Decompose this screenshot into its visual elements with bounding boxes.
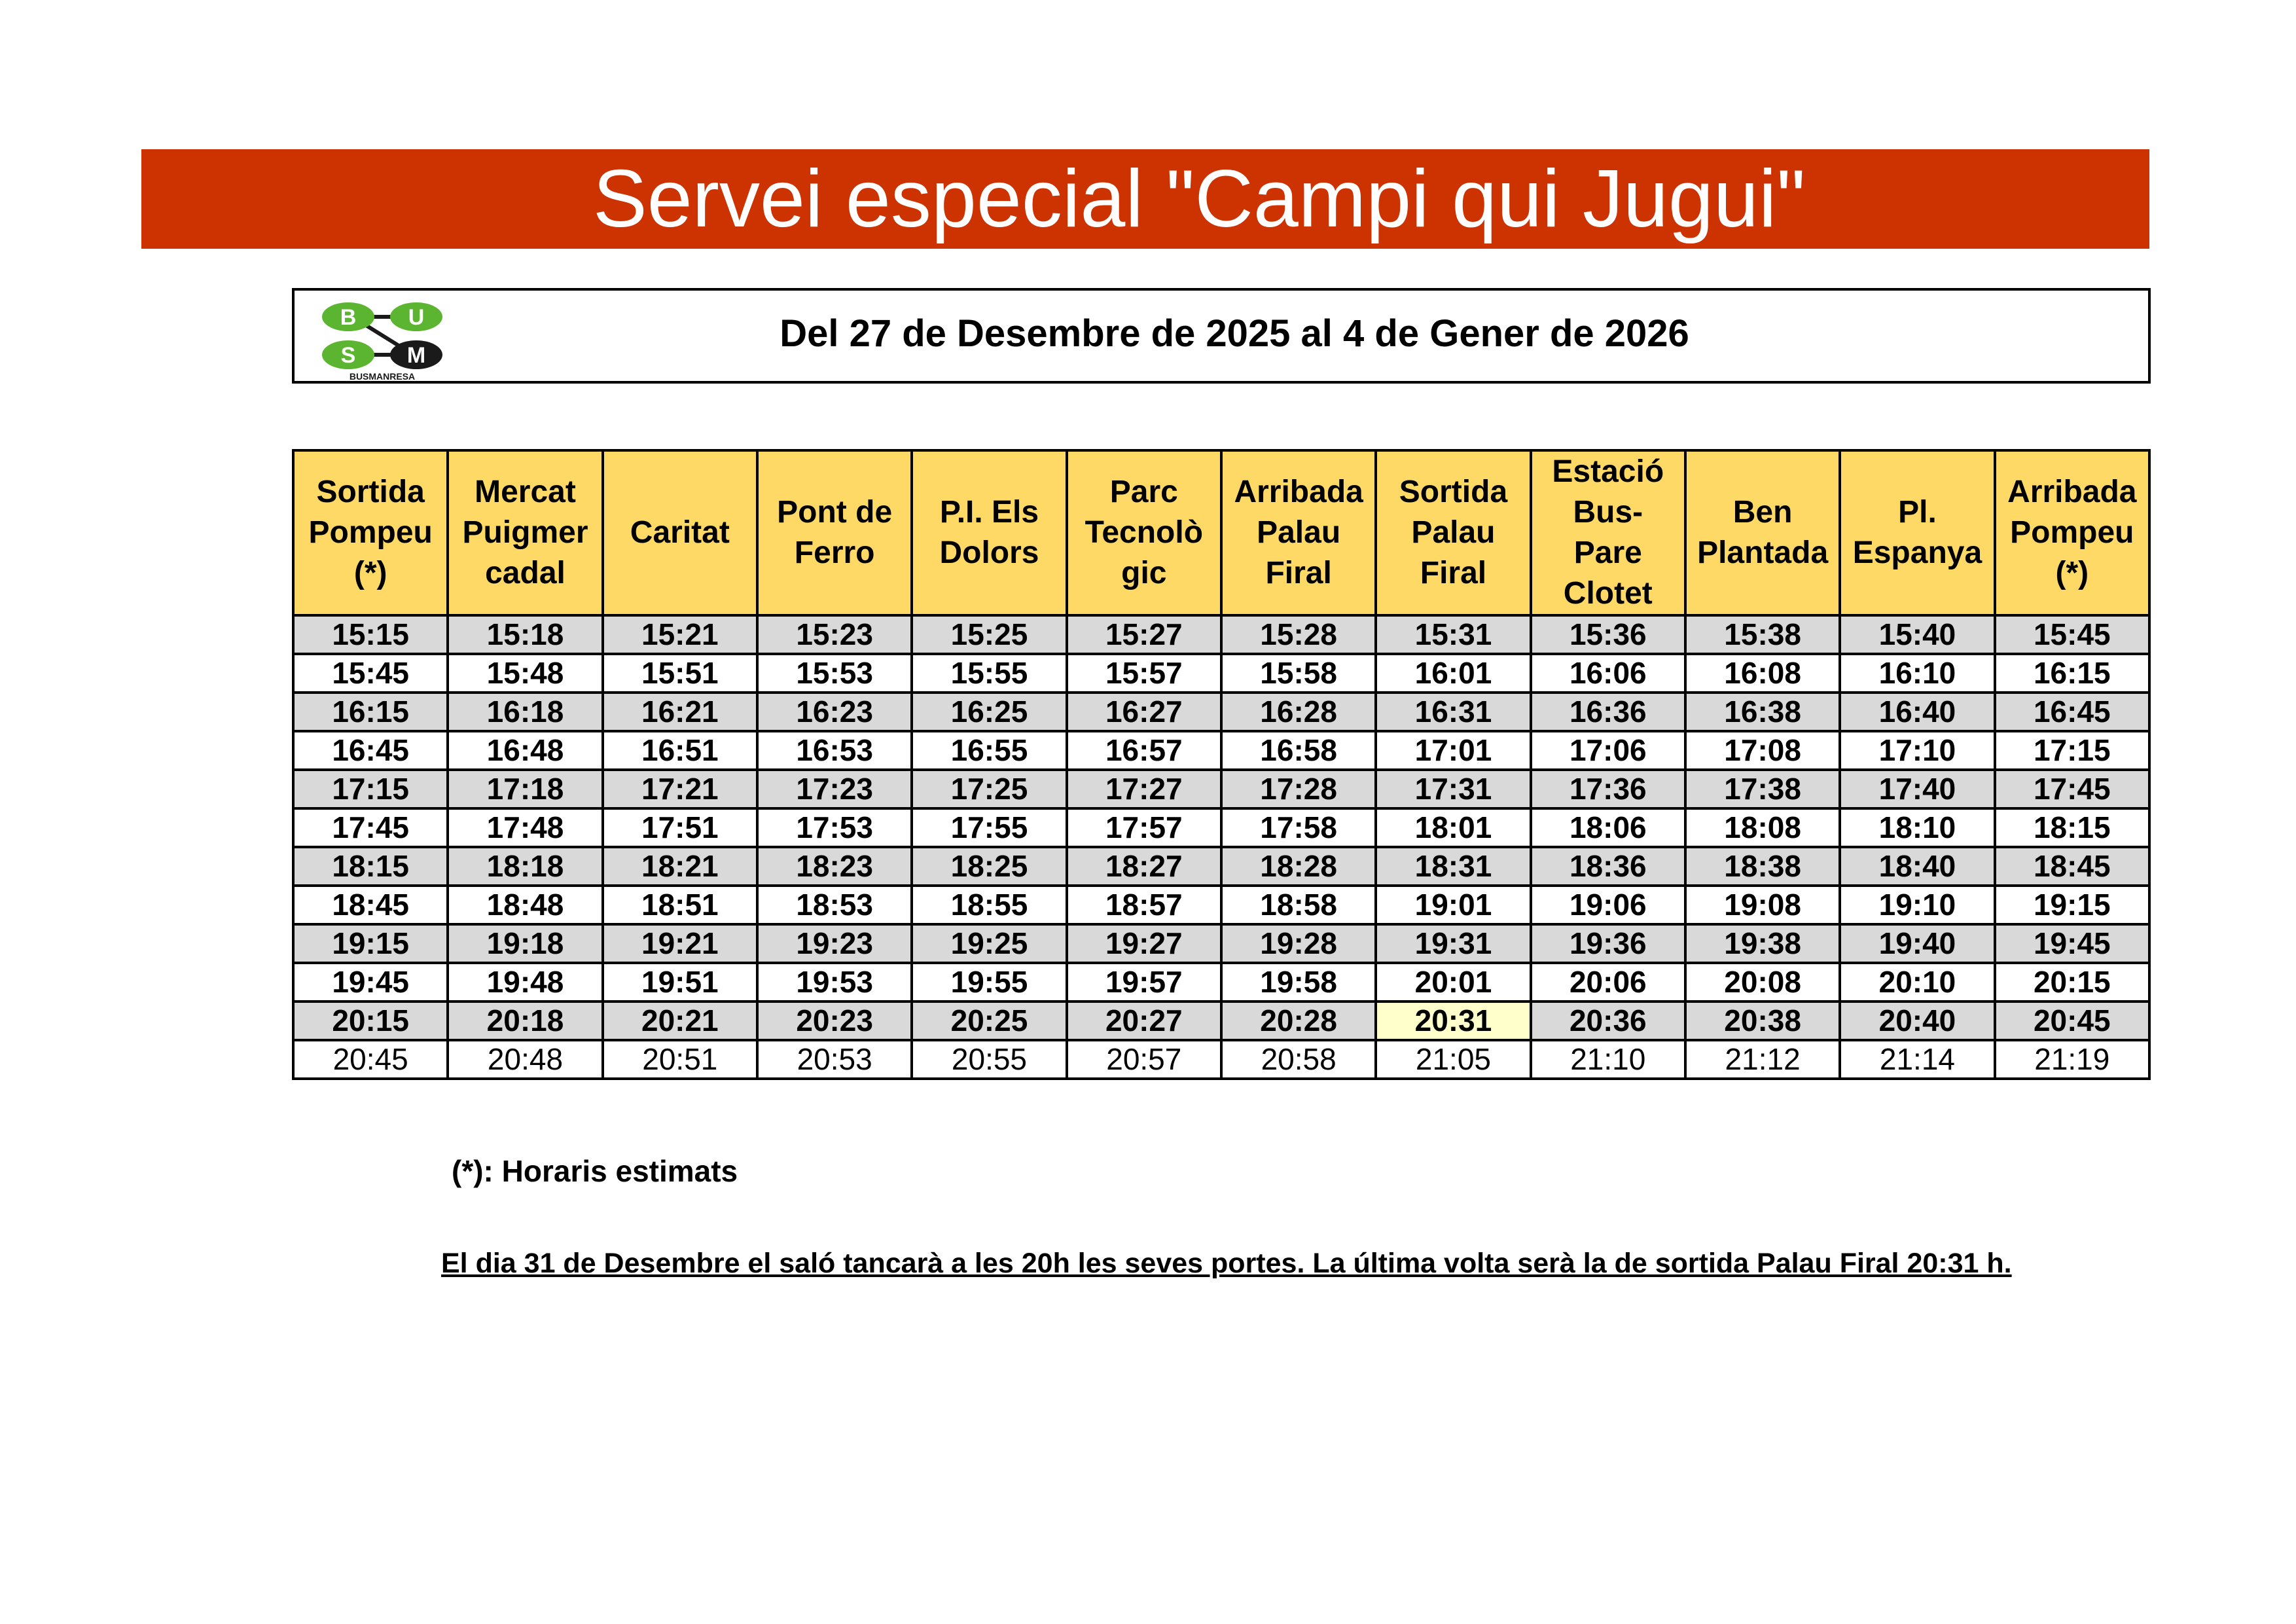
time-cell: 20:57 <box>1067 1040 1221 1079</box>
time-cell: 17:28 <box>1221 770 1376 808</box>
table-row <box>293 770 2149 808</box>
time-cell: 18:55 <box>912 886 1066 924</box>
time-cell: 20:18 <box>448 1001 602 1040</box>
time-cell: 20:25 <box>912 1001 1066 1040</box>
time-cell: 19:53 <box>757 963 912 1001</box>
time-cell: 18:58 <box>1221 886 1376 924</box>
time-cell: 19:55 <box>912 963 1066 1001</box>
time-cell: 17:38 <box>1685 770 1840 808</box>
timetable-body <box>293 615 2149 1079</box>
time-cell: 19:06 <box>1531 886 1685 924</box>
column-header-line: Firal <box>1420 556 1487 590</box>
table-row <box>293 1040 2149 1079</box>
time-cell: 15:45 <box>1995 615 2149 654</box>
time-cell: 19:58 <box>1221 963 1376 1001</box>
column-header-line: Pare <box>1573 535 1642 570</box>
time-cell: 20:58 <box>1221 1040 1376 1079</box>
time-cell: 20:40 <box>1840 1001 1994 1040</box>
time-cell: 16:01 <box>1376 654 1530 693</box>
time-cell: 20:36 <box>1531 1001 1685 1040</box>
time-cell: 15:48 <box>448 654 602 693</box>
column-header <box>293 450 448 615</box>
table-row <box>293 924 2149 963</box>
time-cell: 17:08 <box>1685 731 1840 770</box>
column-header-line: Sortida <box>1399 475 1508 509</box>
logo-letter: S <box>340 343 356 368</box>
time-cell: 15:40 <box>1840 615 1994 654</box>
time-cell: 20:48 <box>448 1040 602 1079</box>
column-header-line: Plantada <box>1697 535 1829 570</box>
time-cell: 17:25 <box>912 770 1066 808</box>
column-header-line: Pompeu <box>308 515 433 550</box>
time-cell: 19:08 <box>1685 886 1840 924</box>
time-cell: 19:40 <box>1840 924 1994 963</box>
time-cell: 18:53 <box>757 886 912 924</box>
time-cell: 16:28 <box>1221 693 1376 731</box>
time-cell: 19:28 <box>1221 924 1376 963</box>
time-cell: 19:10 <box>1840 886 1994 924</box>
time-cell: 19:01 <box>1376 886 1530 924</box>
table-row <box>293 654 2149 693</box>
time-cell: 15:45 <box>293 654 448 693</box>
time-cell: 18:23 <box>757 847 912 886</box>
time-cell: 19:18 <box>448 924 602 963</box>
table-row <box>293 731 2149 770</box>
column-header-line: cadal <box>485 556 565 590</box>
column-header-line: gic <box>1121 556 1167 590</box>
time-cell: 16:36 <box>1531 693 1685 731</box>
time-cell: 17:23 <box>757 770 912 808</box>
time-cell: 15:28 <box>1221 615 1376 654</box>
time-cell: 20:01 <box>1376 963 1530 1001</box>
time-cell: 15:31 <box>1376 615 1530 654</box>
table-row <box>293 693 2149 731</box>
time-cell: 16:25 <box>912 693 1066 731</box>
column-header <box>1376 450 1530 615</box>
time-cell: 21:12 <box>1685 1040 1840 1079</box>
time-cell: 17:55 <box>912 808 1066 847</box>
column-header <box>1221 450 1376 615</box>
time-cell: 20:15 <box>1995 963 2149 1001</box>
time-cell: 16:18 <box>448 693 602 731</box>
time-cell: 15:58 <box>1221 654 1376 693</box>
column-header-line: Arribada <box>1234 475 1363 509</box>
time-cell: 17:10 <box>1840 731 1994 770</box>
time-cell: 20:31 <box>1376 1001 1530 1040</box>
timetable <box>292 449 2151 1080</box>
time-cell: 15:21 <box>603 615 757 654</box>
column-header-line: (*) <box>353 556 387 590</box>
column-header-line: Parc <box>1109 475 1178 509</box>
time-cell: 19:31 <box>1376 924 1530 963</box>
time-cell: 17:01 <box>1376 731 1530 770</box>
time-cell: 19:45 <box>1995 924 2149 963</box>
time-cell: 19:15 <box>1995 886 2149 924</box>
table-row <box>293 886 2149 924</box>
time-cell: 18:48 <box>448 886 602 924</box>
time-cell: 17:21 <box>603 770 757 808</box>
column-header-line: Palau <box>1411 515 1496 550</box>
column-header-line: Espanya <box>1852 535 1982 570</box>
column-header-line: Sortida <box>316 475 425 509</box>
column-header <box>1840 450 1994 615</box>
column-header-line: Firal <box>1265 556 1332 590</box>
time-cell: 15:18 <box>448 615 602 654</box>
time-cell: 15:36 <box>1531 615 1685 654</box>
time-cell: 18:01 <box>1376 808 1530 847</box>
time-cell: 17:40 <box>1840 770 1994 808</box>
column-header-line: Palau <box>1257 515 1341 550</box>
time-cell: 18:45 <box>1995 847 2149 886</box>
logo-caption: BUSMANRESA <box>349 371 416 382</box>
time-cell: 17:51 <box>603 808 757 847</box>
time-cell: 17:06 <box>1531 731 1685 770</box>
time-cell: 20:45 <box>293 1040 448 1079</box>
time-cell: 17:36 <box>1531 770 1685 808</box>
time-cell: 20:23 <box>757 1001 912 1040</box>
column-header <box>1531 450 1685 615</box>
time-cell: 16:57 <box>1067 731 1221 770</box>
time-cell: 18:28 <box>1221 847 1376 886</box>
time-cell: 19:36 <box>1531 924 1685 963</box>
time-cell: 20:53 <box>757 1040 912 1079</box>
time-cell: 17:45 <box>1995 770 2149 808</box>
time-cell: 17:53 <box>757 808 912 847</box>
time-cell: 20:51 <box>603 1040 757 1079</box>
time-cell: 20:06 <box>1531 963 1685 1001</box>
column-header-line: Ferro <box>794 535 875 570</box>
time-cell: 16:21 <box>603 693 757 731</box>
time-cell: 19:27 <box>1067 924 1221 963</box>
time-cell: 15:23 <box>757 615 912 654</box>
time-cell: 16:23 <box>757 693 912 731</box>
time-cell: 17:58 <box>1221 808 1376 847</box>
time-cell: 19:21 <box>603 924 757 963</box>
time-cell: 19:51 <box>603 963 757 1001</box>
time-cell: 16:53 <box>757 731 912 770</box>
time-cell: 17:18 <box>448 770 602 808</box>
header-row <box>293 450 2149 615</box>
closing-note: El dia 31 de Desembre el saló tancarà a les 20h les seves portes. La última volta serà la de sortida Palau Firal 20:31 h. <box>441 1248 2012 1279</box>
column-header-line: P.I. Els <box>939 495 1039 530</box>
time-cell: 18:31 <box>1376 847 1530 886</box>
page-title: Servei especial "Campi qui Jugui" <box>141 149 2149 249</box>
time-cell: 15:38 <box>1685 615 1840 654</box>
time-cell: 19:38 <box>1685 924 1840 963</box>
time-cell: 20:15 <box>293 1001 448 1040</box>
time-cell: 21:19 <box>1995 1040 2149 1079</box>
column-header-line: Caritat <box>630 515 730 550</box>
column-header-line: Pompeu <box>2010 515 2134 550</box>
time-cell: 20:27 <box>1067 1001 1221 1040</box>
time-cell: 19:23 <box>757 924 912 963</box>
column-header <box>757 450 912 615</box>
column-header-line: Puigmer <box>462 515 588 550</box>
time-cell: 16:27 <box>1067 693 1221 731</box>
time-cell: 18:51 <box>603 886 757 924</box>
time-cell: 16:31 <box>1376 693 1530 731</box>
time-cell: 19:15 <box>293 924 448 963</box>
column-header-line: Clotet <box>1563 576 1653 611</box>
time-cell: 21:14 <box>1840 1040 1994 1079</box>
time-cell: 20:08 <box>1685 963 1840 1001</box>
date-range: Del 27 de Desembre de 2025 al 4 de Gener de 2026 <box>780 312 1689 355</box>
column-header-line: Bus- <box>1573 495 1643 530</box>
time-cell: 20:21 <box>603 1001 757 1040</box>
table-row <box>293 1001 2149 1040</box>
column-header-line: Estació <box>1552 454 1664 489</box>
time-cell: 18:40 <box>1840 847 1994 886</box>
column-header <box>1685 450 1840 615</box>
column-header <box>1067 450 1221 615</box>
time-cell: 20:28 <box>1221 1001 1376 1040</box>
time-cell: 17:31 <box>1376 770 1530 808</box>
time-cell: 18:25 <box>912 847 1066 886</box>
time-cell: 18:15 <box>1995 808 2149 847</box>
time-cell: 18:36 <box>1531 847 1685 886</box>
time-cell: 21:10 <box>1531 1040 1685 1079</box>
time-cell: 18:21 <box>603 847 757 886</box>
time-cell: 16:55 <box>912 731 1066 770</box>
time-cell: 18:08 <box>1685 808 1840 847</box>
time-cell: 16:45 <box>1995 693 2149 731</box>
logo-letter: U <box>408 305 425 330</box>
time-cell: 16:48 <box>448 731 602 770</box>
time-cell: 15:27 <box>1067 615 1221 654</box>
time-cell: 15:55 <box>912 654 1066 693</box>
column-header <box>603 450 757 615</box>
time-cell: 19:57 <box>1067 963 1221 1001</box>
time-cell: 16:38 <box>1685 693 1840 731</box>
time-cell: 17:48 <box>448 808 602 847</box>
column-header-line: Pl. <box>1898 495 1937 530</box>
column-header <box>1995 450 2149 615</box>
column-header-line: Dolors <box>939 535 1039 570</box>
footnote: (*): Horaris estimats <box>452 1154 738 1188</box>
column-header-line: Mercat <box>475 475 576 509</box>
column-header-line: Arribada <box>2007 475 2137 509</box>
time-cell: 18:27 <box>1067 847 1221 886</box>
time-cell: 17:27 <box>1067 770 1221 808</box>
time-cell: 18:45 <box>293 886 448 924</box>
table-row <box>293 847 2149 886</box>
time-cell: 15:57 <box>1067 654 1221 693</box>
logo-letter: M <box>406 343 426 368</box>
time-cell: 18:38 <box>1685 847 1840 886</box>
logo-letter: B <box>340 305 357 330</box>
time-cell: 16:08 <box>1685 654 1840 693</box>
time-cell: 15:53 <box>757 654 912 693</box>
time-cell: 21:05 <box>1376 1040 1530 1079</box>
time-cell: 17:57 <box>1067 808 1221 847</box>
column-header-line: Pont de <box>777 495 893 530</box>
time-cell: 17:15 <box>1995 731 2149 770</box>
time-cell: 20:45 <box>1995 1001 2149 1040</box>
column-header <box>912 450 1066 615</box>
time-cell: 16:10 <box>1840 654 1994 693</box>
time-cell: 18:15 <box>293 847 448 886</box>
time-cell: 17:45 <box>293 808 448 847</box>
time-cell: 16:58 <box>1221 731 1376 770</box>
time-cell: 16:15 <box>1995 654 2149 693</box>
column-header <box>448 450 602 615</box>
time-cell: 20:10 <box>1840 963 1994 1001</box>
time-cell: 19:45 <box>293 963 448 1001</box>
time-cell: 15:51 <box>603 654 757 693</box>
time-cell: 18:06 <box>1531 808 1685 847</box>
column-header-line: Tecnolò <box>1085 515 1204 550</box>
time-cell: 15:15 <box>293 615 448 654</box>
time-cell: 16:06 <box>1531 654 1685 693</box>
time-cell: 16:15 <box>293 693 448 731</box>
time-cell: 18:57 <box>1067 886 1221 924</box>
time-cell: 15:25 <box>912 615 1066 654</box>
time-cell: 20:38 <box>1685 1001 1840 1040</box>
table-row <box>293 808 2149 847</box>
time-cell: 18:18 <box>448 847 602 886</box>
time-cell: 20:55 <box>912 1040 1066 1079</box>
date-range-box <box>292 288 2151 384</box>
column-header-line: (*) <box>2055 556 2089 590</box>
table-row <box>293 615 2149 654</box>
time-cell: 16:51 <box>603 731 757 770</box>
time-cell: 18:10 <box>1840 808 1994 847</box>
table-row <box>293 963 2149 1001</box>
time-cell: 16:40 <box>1840 693 1994 731</box>
column-header-line: Ben <box>1732 495 1793 530</box>
time-cell: 19:25 <box>912 924 1066 963</box>
time-cell: 16:45 <box>293 731 448 770</box>
time-cell: 19:48 <box>448 963 602 1001</box>
time-cell: 17:15 <box>293 770 448 808</box>
